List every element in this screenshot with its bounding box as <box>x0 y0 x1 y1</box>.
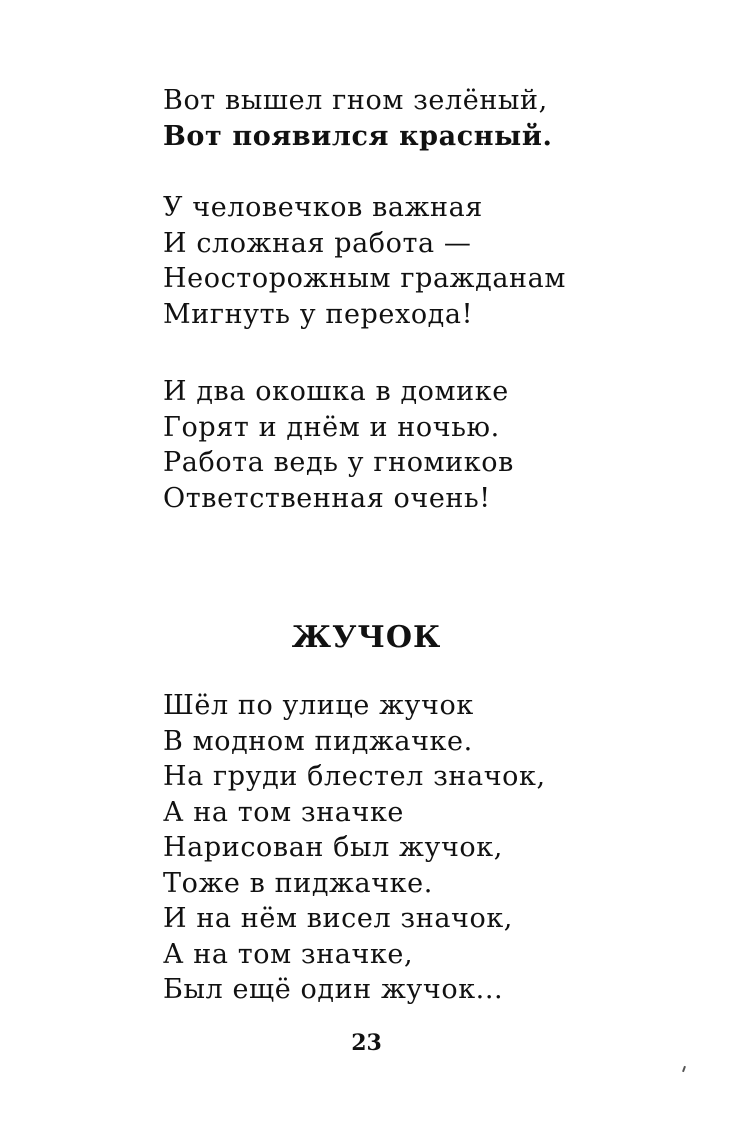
poem-line: Вот появился красный. <box>163 120 553 152</box>
poem-line: Был ещё один жучок... <box>163 974 504 1005</box>
stanza-1 <box>163 83 552 154</box>
poem-line: А на том значке <box>163 796 405 828</box>
poem-line: Тоже в пиджачке. <box>163 867 433 899</box>
poem-line: И два окошка в домике <box>163 376 509 407</box>
stanza-2 <box>163 190 566 332</box>
stanza-4 <box>163 688 546 1008</box>
poem-line: В модном пиджачке. <box>163 725 473 757</box>
poem-line: Ответственная очень! <box>163 482 491 514</box>
poem-line: Горят и днём и ночью. <box>163 411 500 443</box>
poem-line: Работа ведь у гномиков <box>163 447 514 478</box>
poem-line: Вот вышел гном зелёный, <box>163 85 548 116</box>
scan-speck <box>682 1066 686 1072</box>
poem-line: Шёл по улице жучок <box>163 690 474 721</box>
stanza-3 <box>163 374 514 516</box>
poem-line: На груди блестел значок, <box>163 761 546 792</box>
poem-line: Нарисован был жучок, <box>163 832 503 863</box>
poem-line: У человечков важная <box>163 192 483 223</box>
poem-line: Мигнуть у перехода! <box>163 298 474 330</box>
poem-title: ЖУЧОК <box>291 620 442 655</box>
poem-line: И на нём висел значок, <box>163 903 513 934</box>
page-number: 23 <box>351 1030 382 1056</box>
poem-line: А на том значке, <box>163 938 414 970</box>
poem-line: Неосторожным гражданам <box>163 263 566 294</box>
poem-line: И сложная работа — <box>163 227 472 259</box>
